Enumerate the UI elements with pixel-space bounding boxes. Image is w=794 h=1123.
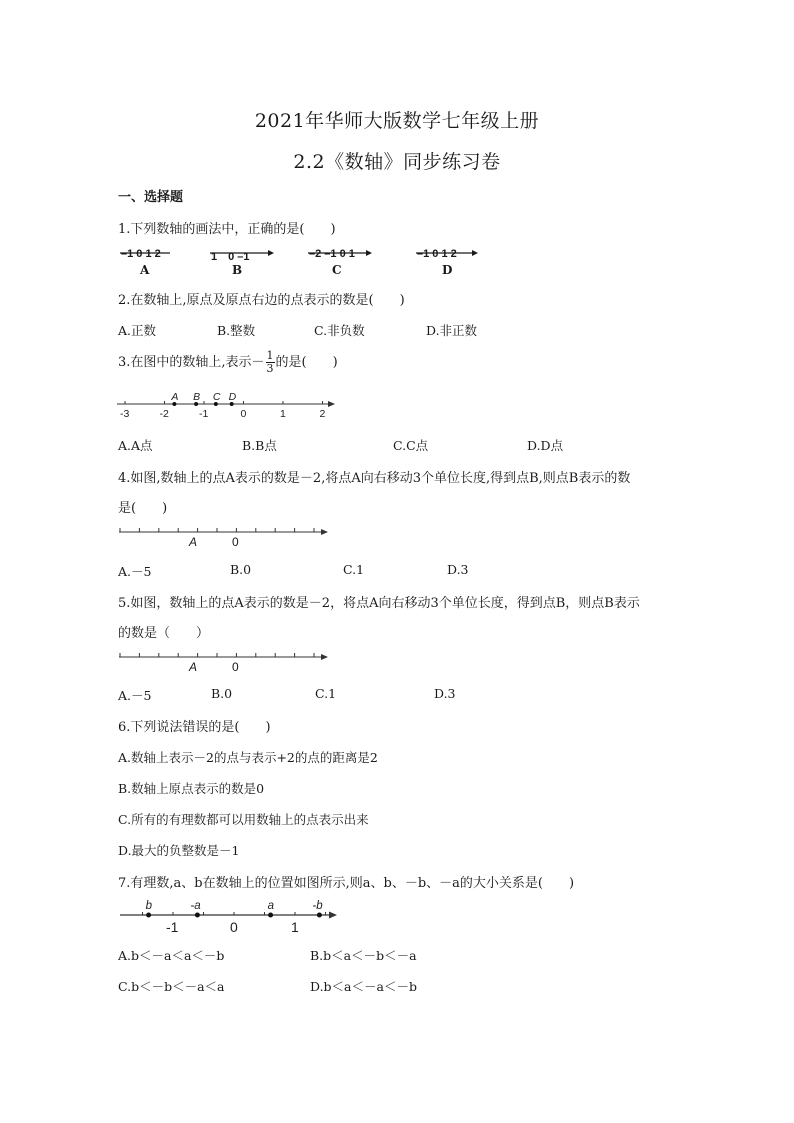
q3-text-before: 3.在图中的数轴上,表示－ <box>118 355 265 370</box>
q5-point-a-label: A <box>189 660 198 674</box>
q7-option-b: B.b＜a＜－b＜－a <box>310 948 417 963</box>
q5-axis-svg <box>118 647 333 673</box>
q2-option-b: B.整数 <box>217 323 256 338</box>
section-heading: 一、选择题 <box>118 190 184 205</box>
q6-option-d: D.最大的负整数是－1 <box>118 843 240 858</box>
q3-option-b: B.B点 <box>242 438 277 453</box>
q1-option-c-letter: C <box>332 263 342 277</box>
q3-point-label-C: C <box>212 391 221 403</box>
q7-tick-label-2: 1 <box>291 919 299 935</box>
q1-axis-a-ticks: –1 0 1 2 <box>121 248 161 260</box>
question-3-text <box>118 350 338 375</box>
q1-axis-d-ticks: –1 0 1 2 <box>417 248 457 260</box>
q1-axis-b <box>208 246 278 284</box>
q7-option-d: D.b＜a＜－a＜－b <box>310 979 417 994</box>
q7-option-c: C.b＜－b＜－a＜a <box>118 979 225 994</box>
q1-option-d-letter: D <box>442 263 453 277</box>
q3-point-label-D: D <box>228 391 237 403</box>
question-4-line-1: 4.如图,数轴上的点A表示的数是－2,将点A向右移动3个单位长度,得到点B,则点B表示的数 <box>118 471 631 486</box>
q5-zero-label: 0 <box>232 660 239 674</box>
q4-axis <box>118 522 333 552</box>
q6-option-a: A.数轴上表示－2的点与表示+2的点的距离是2 <box>118 750 378 765</box>
question-1-text: 1.下列数轴的画法中，正确的是( ) <box>118 222 336 237</box>
q5-option-b: B.0 <box>211 686 233 701</box>
q7-point-label-0: b <box>145 900 153 912</box>
q4-zero-label: 0 <box>232 535 239 549</box>
question-2-text: 2.在数轴上,原点及原点右边的点表示的数是( ) <box>118 293 405 308</box>
question-7-text: 7.有理数,a、b在数轴上的位置如图所示,则a、b、－b、－a的大小关系是( ) <box>118 876 575 891</box>
q7-point-label-1: -a <box>190 900 201 912</box>
q4-option-a: A.－5 <box>118 564 152 579</box>
q5-option-a: A.－5 <box>118 688 152 703</box>
q3-text-after: 的是( ) <box>275 355 338 370</box>
q3-tick-label-4: 1 <box>280 408 286 420</box>
q5-axis-arrow <box>321 654 328 660</box>
q2-option-a: A.正数 <box>118 323 157 338</box>
page-title: 2021年华师大版数学七年级上册 <box>254 110 540 132</box>
q4-point-a-label: A <box>189 535 198 549</box>
q3-tick-label-1: -2 <box>159 408 169 420</box>
question-5-line-1: 5.如图，数轴上的点A表示的数是－2，将点A向右移动3个单位长度，得到点B，则点B表示 <box>118 596 640 611</box>
q6-option-b: B.数轴上原点表示的数是0 <box>118 781 265 796</box>
q5-option-c: C.1 <box>315 686 337 701</box>
q3-frac-den: 3 <box>266 362 274 375</box>
q7-point-label-2: a <box>267 900 275 912</box>
q7-point-2 <box>268 913 273 918</box>
q7-axis <box>118 893 343 943</box>
q3-frac-num: 1 <box>266 349 274 362</box>
q4-option-d: D.3 <box>447 562 469 577</box>
q3-fraction <box>266 350 275 375</box>
q4-axis-svg <box>118 522 333 548</box>
question-6-text: 6.下列说法错误的是( ) <box>118 720 271 735</box>
q2-option-d: D.非正数 <box>426 323 478 338</box>
q1-axis-b-ticks: 1 0 –1 <box>211 251 250 263</box>
q3-tick-label-3: 0 <box>240 408 247 420</box>
q6-option-c: C.所有的有理数都可以用数轴上的点表示出来 <box>118 812 369 827</box>
q1-axis-c-ticks: –2 –1 0 1 <box>309 248 355 260</box>
q3-point-label-B: B <box>193 391 201 403</box>
q3-tick-label-5: 2 <box>319 408 326 420</box>
q7-axis-svg <box>118 893 343 939</box>
q3-tick-label-2: -1 <box>199 408 209 420</box>
q3-option-a: A.A点 <box>118 438 153 453</box>
page-subtitle: 2.2《数轴》同步练习卷 <box>293 151 501 173</box>
q1-axis-c <box>306 246 376 284</box>
q1-option-b-letter: B <box>232 263 243 277</box>
q3-option-c: C.C点 <box>393 438 429 453</box>
q7-tick-label-1: 0 <box>230 919 238 935</box>
question-5-line-2: 的数是（ ） <box>118 626 210 641</box>
q7-tick-label-0: -1 <box>166 919 179 935</box>
q3-point-label-A: A <box>171 391 179 403</box>
q7-point-1 <box>195 913 200 918</box>
q2-option-c: C.非负数 <box>314 323 365 338</box>
q1-axis-a <box>118 246 178 284</box>
q3-axis-arrow <box>328 401 335 407</box>
q1-axis-d <box>414 246 484 284</box>
q7-point-0 <box>146 913 151 918</box>
q1-option-a-letter: A <box>140 263 150 277</box>
q3-axis <box>115 390 345 428</box>
q4-option-b: B.0 <box>230 562 252 577</box>
q3-option-d: D.D点 <box>527 438 564 453</box>
q7-axis-arrow <box>329 912 337 919</box>
q4-axis-arrow <box>321 529 328 535</box>
q4-option-c: C.1 <box>343 562 365 577</box>
q7-option-a: A.b＜－a＜a＜－b <box>118 948 225 963</box>
q7-point-label-3: -b <box>312 900 323 912</box>
question-4-line-2: 是( ) <box>118 501 168 516</box>
q5-option-d: D.3 <box>434 686 456 701</box>
q3-tick-label-0: -3 <box>120 408 130 420</box>
q3-axis-svg <box>115 390 345 424</box>
q5-axis <box>118 647 333 677</box>
q7-point-3 <box>317 913 322 918</box>
